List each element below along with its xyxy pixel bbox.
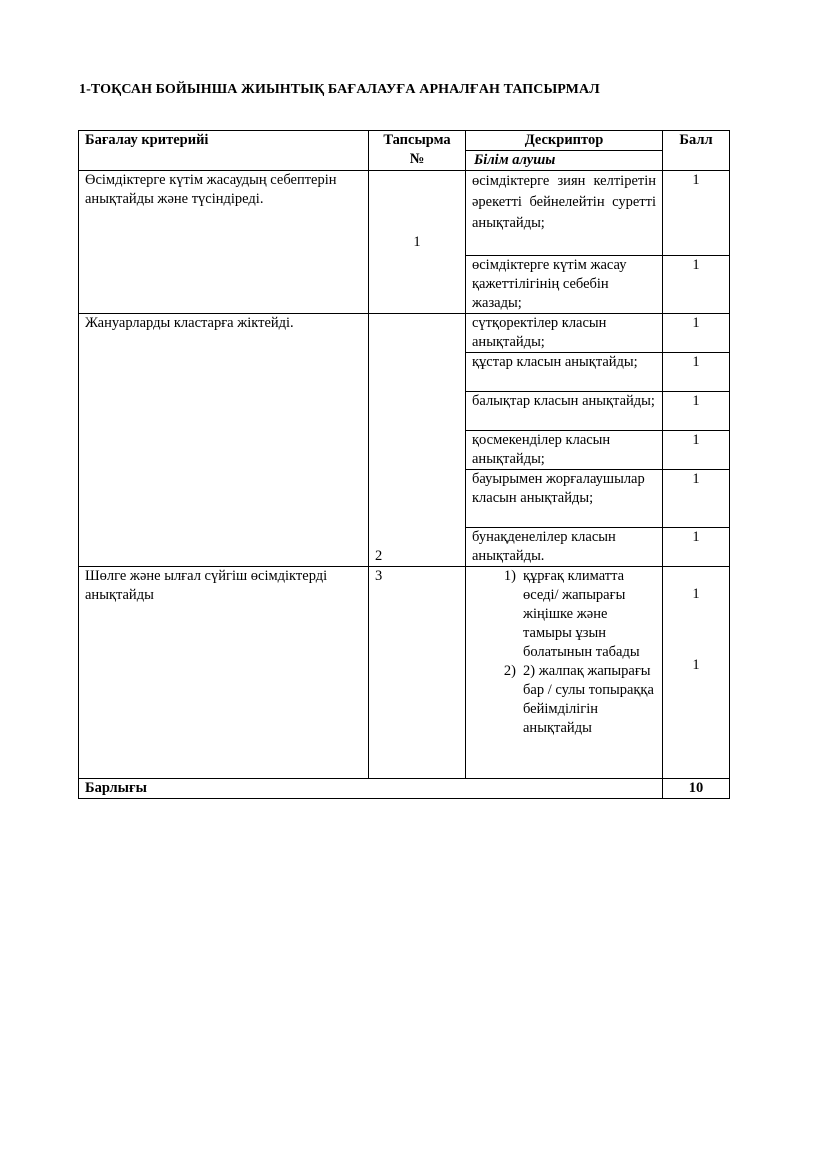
descriptor-cell: бауырымен жорғалаушылар класын анықтайды; xyxy=(466,470,663,528)
score-cell: 1 xyxy=(663,431,730,470)
task-number-cell: 2 xyxy=(369,314,466,567)
header-descriptor-sub: Білім алушы xyxy=(466,151,663,171)
list-item xyxy=(466,662,656,738)
descriptor-cell: өсімдіктерге зиян келтіретін әрекетті бейнелейтін суретті анықтайды; xyxy=(466,171,663,256)
total-row xyxy=(79,779,730,799)
header-descriptor: Дескриптор xyxy=(466,131,663,151)
total-label: Барлығы xyxy=(79,779,663,799)
list-item-text: құрғақ климатта өседі/ жапырағы жіңішке және тамыры ұзын болатынын табады xyxy=(523,568,640,660)
score-value: 1 xyxy=(692,657,700,673)
total-value: 10 xyxy=(663,779,730,799)
list-item xyxy=(466,567,656,662)
score-cell: 1 xyxy=(663,353,730,392)
criterion-cell: Жануарларды кластарға жіктейді. xyxy=(79,314,369,567)
list-item-text: 2) жалпақ жапырағы бар / сулы топыраққа бейімділігін анықтайды xyxy=(523,663,654,736)
list-marker: 1) xyxy=(503,568,516,584)
score-cell: 1 xyxy=(663,314,730,353)
header-row xyxy=(79,131,730,151)
task-number-cell: 3 xyxy=(369,567,466,779)
table-row xyxy=(79,171,730,256)
task-number-cell: 1 xyxy=(369,171,466,314)
table-row xyxy=(79,314,730,353)
header-score: Балл xyxy=(663,131,730,171)
descriptor-cell xyxy=(466,567,663,779)
descriptor-cell: бунақденелілер класын анықтайды. xyxy=(466,528,663,567)
descriptor-cell: сүтқоректілер класын анықтайды; xyxy=(466,314,663,353)
score-cell: 1 xyxy=(663,392,730,431)
descriptor-cell: өсімдіктерге күтім жасау қажеттілігінің себебін жазады; xyxy=(466,256,663,314)
score-cell: 1 xyxy=(663,470,730,528)
score-cell xyxy=(663,567,730,779)
descriptor-cell: қосмекенділер класын анықтайды; xyxy=(466,431,663,470)
score-cell: 1 xyxy=(663,256,730,314)
descriptor-cell: құстар класын анықтайды; xyxy=(466,353,663,392)
descriptor-list xyxy=(466,567,656,738)
table-row xyxy=(79,567,730,779)
header-task: Тапсырма № xyxy=(369,131,466,171)
score-cell: 1 xyxy=(663,171,730,256)
criterion-cell: Шөлге және ылғал сүйгіш өсімдіктерді анықтайды xyxy=(79,567,369,779)
score-value: 1 xyxy=(692,586,700,602)
list-marker: 2) xyxy=(503,663,516,679)
descriptor-cell: балықтар класын анықтайды; xyxy=(466,392,663,431)
assessment-table xyxy=(78,130,730,799)
document-title: 1-ТОҚСАН БОЙЫНША ЖИЫНТЫҚ БАҒАЛАУҒА АРНАЛҒАН ТАПСЫРМАЛ xyxy=(79,82,600,97)
header-criterion: Бағалау критерийі xyxy=(79,131,369,171)
score-cell: 1 xyxy=(663,528,730,567)
criterion-cell: Өсімдіктерге күтім жасаудың себептерін анықтайды және түсіндіреді. xyxy=(79,171,369,314)
